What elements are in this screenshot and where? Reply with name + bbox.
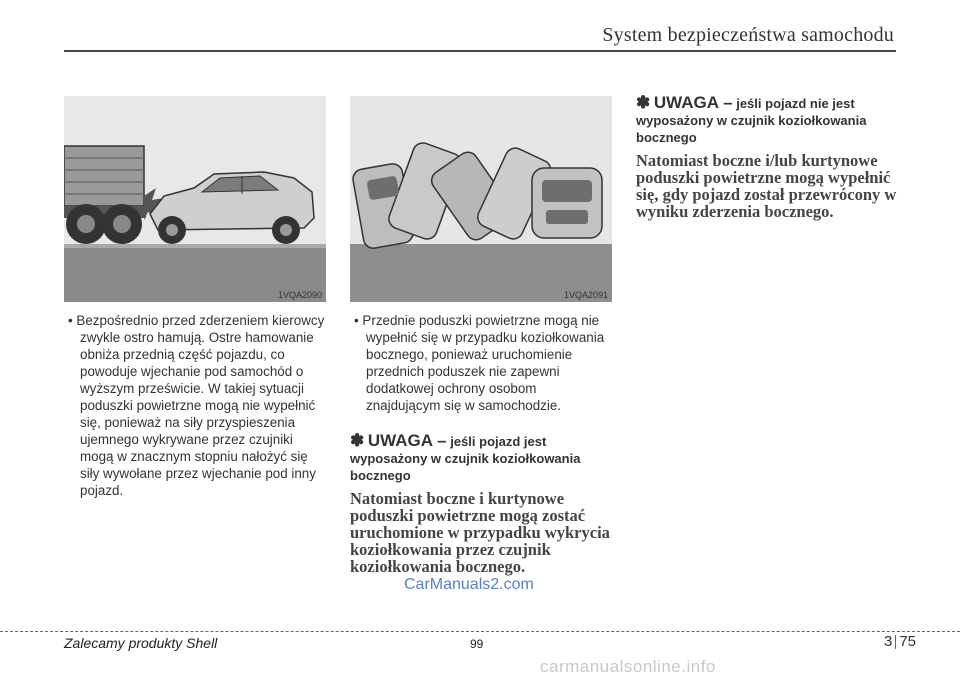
warning-box: [350, 432, 612, 575]
figure-code: 1VQA2090: [277, 290, 322, 300]
warning-subtitle: jeśli pojazd jest wyposażony w czujnik koziołkowania bocznego: [350, 434, 581, 483]
chapter-number: 3: [884, 633, 893, 650]
footer-slogan: Zalecamy produkty Shell: [64, 635, 218, 651]
underride-illustration: [64, 96, 326, 302]
page-number: 75: [899, 633, 917, 650]
right-column: [636, 94, 898, 220]
left-column: [64, 96, 326, 499]
bullet-body: Przednie poduszki powietrzne mogą nie wypełnić się w przypadku koziołkowania bocznego, ponieważ uruchomienie przednich poduszek nie zapewni dodatkowej ochrony osobom znajdującym się w samochodzie.: [362, 313, 605, 413]
watermark-link[interactable]: CarManuals2.com: [404, 576, 534, 593]
warning-subtitle: jeśli pojazd nie jest wyposażony w czujnik koziołkowania bocznego: [636, 96, 867, 145]
truck-car-collision-image: [64, 96, 326, 302]
bullet-text: • Przednie poduszki powietrzne mogą nie wypełnić się w przypadku koziołkowania bocznego, ponieważ uruchomienie przednich poduszek nie zapewni dodatkowej ochrony osobom znajdującym się w samochodzie.: [354, 313, 605, 413]
section-title: System bezpieczeństwa samochodu: [602, 24, 894, 46]
warning-body: Natomiast boczne i/lub kurtynowe poduszki powietrzne mogą wypełnić się, gdy pojazd został przewrócony w wyniku zderzenia bocznego.: [636, 151, 897, 221]
warning-label: UWAGA –: [367, 431, 447, 450]
rollover-illustration: [350, 96, 612, 302]
separator: [895, 635, 896, 649]
bullet-body: Bezpośrednio przed zderzeniem kierowcy zwykle ostro hamują. Ostre hamowanie obniża przednią część pojazdu, co powoduje wjechanie pod samochód o wyższym prześwicie. W takiej sytuacji poduszki powietrzne mogą nie wypełnić się, ponieważ na siły przyspieszenia ujemnego wykrywane przez czujniki mogą w znacznym stopniu nałożyć się siły wywołane przez wjechanie pod inny pojazd.: [76, 313, 325, 498]
footer-rule: [0, 631, 960, 632]
car-rollover-image: [350, 96, 612, 302]
asterisk-icon: ✽: [636, 93, 651, 112]
warning-body: Natomiast boczne i kurtynowe poduszki powietrzne mogą zostać uruchomione w przypadku wykrycia koziołkowania przez czujnik koziołkowania bocznego.: [350, 489, 610, 576]
warning-heading: [350, 432, 612, 484]
figure-code: 1VQA2091: [563, 290, 608, 300]
footer-chapter-page: [884, 633, 916, 650]
footer-page-number: 99: [470, 637, 484, 651]
warning-heading: [636, 94, 898, 146]
asterisk-icon: ✽: [350, 431, 365, 450]
warning-box: [636, 94, 898, 220]
header-rule: [64, 50, 896, 52]
warning-label: UWAGA –: [653, 93, 733, 112]
site-watermark[interactable]: carmanualsonline.info: [540, 657, 716, 676]
bullet-text: • Bezpośrednio przed zderzeniem kierowcy zwykle ostro hamują. Ostre hamowanie obniża przednią część pojazdu, co powoduje wjechanie pod samochód o wyższym prześwicie. W takiej sytuacji poduszki powietrzne mogą nie wypełnić się, ponieważ na siły przyspieszenia ujemnego wykrywane przez czujniki mogą w znacznym stopniu nałożyć się siły wywołane przez wjechanie pod inny pojazd.: [68, 313, 325, 498]
middle-column: [350, 96, 612, 575]
